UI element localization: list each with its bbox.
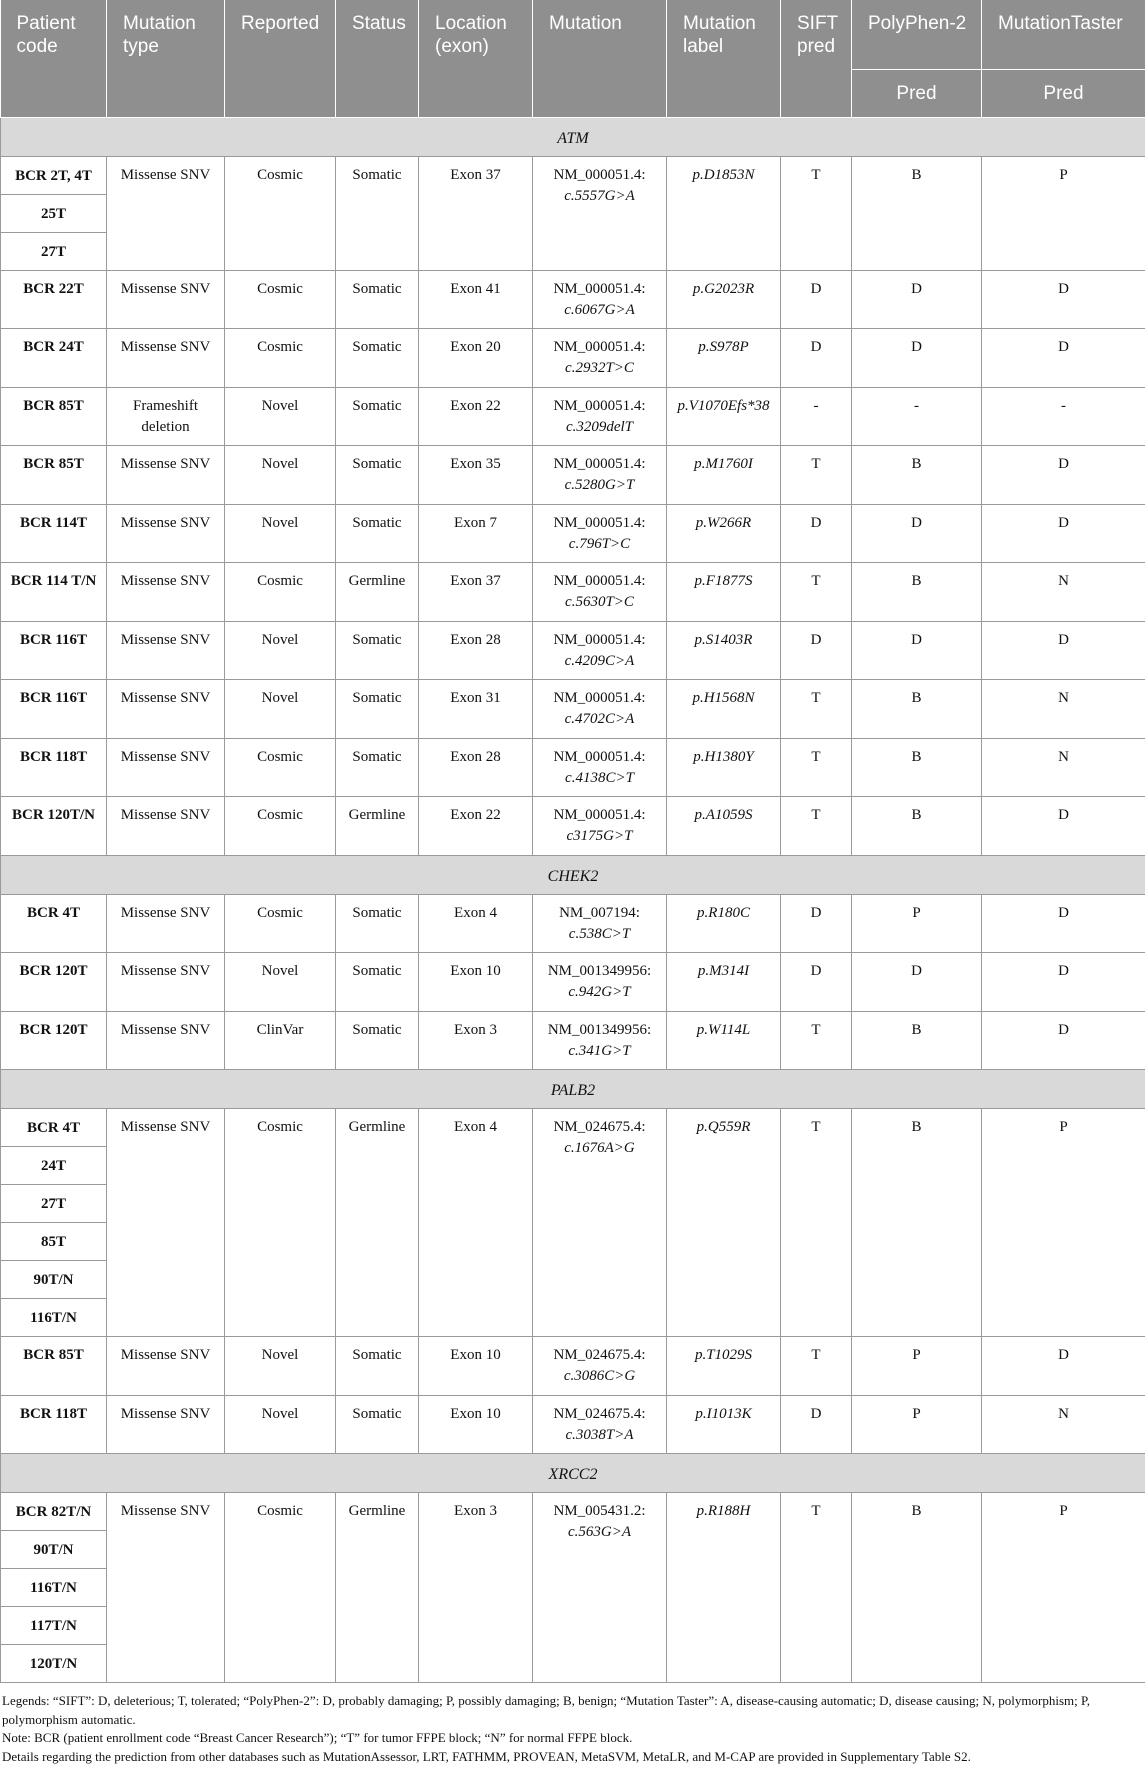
patient-code: BCR 4T xyxy=(1,894,107,953)
polyphen-pred: - xyxy=(852,387,982,446)
mutation xyxy=(533,953,667,1012)
mutationtaster-pred: D xyxy=(982,1337,1145,1396)
cdna-change: c.942G>T xyxy=(568,984,631,1000)
location-exon: Exon 35 xyxy=(419,446,533,505)
cdna-change: c.3086C>G xyxy=(563,1368,636,1384)
transcript-id: NM_000051.4: xyxy=(553,166,646,183)
cdna-change: c.4702C>A xyxy=(564,711,635,727)
cdna-change: c.563G>A xyxy=(567,1524,632,1540)
table-row xyxy=(1,894,1145,953)
transcript-id: NM_000051.4: xyxy=(553,397,646,414)
transcript-id: NM_005431.2: xyxy=(553,1503,646,1519)
transcript-id: NM_000051.4: xyxy=(553,280,646,297)
polyphen-pred: B xyxy=(852,1493,982,1683)
reported: Cosmic xyxy=(225,329,336,388)
sift-pred: T xyxy=(781,738,852,797)
location-exon: Exon 41 xyxy=(419,270,533,329)
mutationtaster-pred: P xyxy=(982,156,1145,270)
mutation xyxy=(533,270,667,329)
transcript-id: NM_001349956: xyxy=(547,963,652,979)
table-row xyxy=(1,797,1145,856)
sift-pred: T xyxy=(781,1337,852,1396)
table-row xyxy=(1,680,1145,739)
table-row xyxy=(1,446,1145,505)
mutationtaster-pred: - xyxy=(982,387,1145,446)
location-exon: Exon 22 xyxy=(419,387,533,446)
status: Somatic xyxy=(336,680,419,739)
table-row xyxy=(1,563,1145,622)
header-location: Location (exon) xyxy=(419,0,533,117)
mutation-type: Missense SNV xyxy=(107,1395,225,1454)
patient-code: BCR 82T/N xyxy=(1,1493,107,1531)
patient-code: BCR 85T xyxy=(1,387,107,446)
mutation-label: p.Q559R xyxy=(667,1109,781,1337)
location-exon: Exon 10 xyxy=(419,1395,533,1454)
mutation-type: Missense SNV xyxy=(107,563,225,622)
reported: Cosmic xyxy=(225,563,336,622)
polyphen-pred: D xyxy=(852,621,982,680)
status: Somatic xyxy=(336,387,419,446)
mutation-label: p.V1070Efs*38 xyxy=(667,387,781,446)
transcript-id: NM_007194: xyxy=(559,904,640,921)
reported: Cosmic xyxy=(225,797,336,856)
mutation xyxy=(533,329,667,388)
table-row xyxy=(1,621,1145,680)
status: Somatic xyxy=(336,953,419,1012)
reported: Novel xyxy=(225,446,336,505)
transcript-id: NM_000051.4: xyxy=(553,748,646,765)
transcript-id: NM_000051.4: xyxy=(553,339,646,355)
patient-code: BCR 22T xyxy=(1,270,107,329)
mutationtaster-pred: D xyxy=(982,270,1145,329)
patient-code: BCR 2T, 4T xyxy=(1,156,107,194)
transcript-id: NM_024675.4: xyxy=(553,1405,646,1422)
mutation xyxy=(533,1011,667,1070)
sift-pred: D xyxy=(781,270,852,329)
sift-pred: T xyxy=(781,156,852,270)
cdna-change: c.3209delT xyxy=(565,418,634,435)
patient-code: 116T/N xyxy=(1,1299,107,1337)
mutation xyxy=(533,680,667,739)
gene-name: ATM xyxy=(1,117,1145,156)
mutation-type: Missense SNV xyxy=(107,894,225,953)
reported: Novel xyxy=(225,680,336,739)
reported: Novel xyxy=(225,387,336,446)
status: Germline xyxy=(336,563,419,622)
mutation xyxy=(533,504,667,563)
mutation-type: Missense SNV xyxy=(107,621,225,680)
patient-code: 90T/N xyxy=(1,1531,107,1569)
mutation-label: p.M1760I xyxy=(667,446,781,505)
mutation-label: p.R188H xyxy=(667,1493,781,1683)
reported: Cosmic xyxy=(225,1109,336,1337)
gene-name: XRCC2 xyxy=(1,1454,1145,1493)
sift-pred: D xyxy=(781,504,852,563)
gene-section-row xyxy=(1,117,1145,156)
sift-pred: T xyxy=(781,446,852,505)
mutation xyxy=(533,156,667,270)
mutationtaster-pred: D xyxy=(982,953,1145,1012)
status: Somatic xyxy=(336,270,419,329)
transcript-id: NM_001349956: xyxy=(547,1021,652,1038)
reported: Cosmic xyxy=(225,270,336,329)
reported: Cosmic xyxy=(225,1493,336,1683)
sift-pred: T xyxy=(781,797,852,856)
patient-code: BCR 118T xyxy=(1,738,107,797)
mutationtaster-pred: N xyxy=(982,680,1145,739)
table-row xyxy=(1,1109,1145,1147)
patient-code: BCR 118T xyxy=(1,1395,107,1454)
gene-section-row xyxy=(1,1454,1145,1493)
polyphen-pred: B xyxy=(852,797,982,856)
header-mutation-type: Mutation type xyxy=(107,0,225,117)
location-exon: Exon 10 xyxy=(419,1337,533,1396)
mutation-label: p.G2023R xyxy=(667,270,781,329)
header-reported: Reported xyxy=(225,0,336,117)
status: Germline xyxy=(336,1109,419,1337)
sift-pred: D xyxy=(781,894,852,953)
mutationtaster-pred: D xyxy=(982,504,1145,563)
table-row xyxy=(1,329,1145,388)
polyphen-pred: B xyxy=(852,446,982,505)
legend-note: Legends: “SIFT”: D, deleterious; T, tolerated; “PolyPhen-2”: D, probably damaging; P, possibly damaging; B, benign; “Mutation Taster”: A, disease-causing automatic; D, disease causing; N, polymorphism; P, polymorphism automatic. xyxy=(2,1693,1091,1727)
cdna-change: c.796T>C xyxy=(568,535,631,552)
table-row xyxy=(1,953,1145,1012)
patient-code: 116T/N xyxy=(1,1569,107,1607)
gene-section-row xyxy=(1,855,1145,894)
polyphen-pred: D xyxy=(852,504,982,563)
transcript-id: NM_000051.4: xyxy=(553,573,646,589)
patient-code: BCR 120T xyxy=(1,953,107,1012)
patient-code: BCR 85T xyxy=(1,446,107,505)
sift-pred: D xyxy=(781,953,852,1012)
header-mutation: Mutation xyxy=(533,0,667,117)
table-row xyxy=(1,1011,1145,1070)
mutation-type: Missense SNV xyxy=(107,680,225,739)
location-exon: Exon 4 xyxy=(419,894,533,953)
location-exon: Exon 22 xyxy=(419,797,533,856)
header-mutation-label: Mutation label xyxy=(667,0,781,117)
mutation-type: Missense SNV xyxy=(107,738,225,797)
sift-pred: D xyxy=(781,1395,852,1454)
mutation xyxy=(533,387,667,446)
table-row xyxy=(1,1493,1145,1531)
mutation-label: p.I1013K xyxy=(667,1395,781,1454)
mutationtaster-pred: N xyxy=(982,563,1145,622)
polyphen-pred: P xyxy=(852,1395,982,1454)
patient-code: 24T xyxy=(1,1147,107,1185)
patient-code: 27T xyxy=(1,232,107,270)
patient-code: BCR 116T xyxy=(1,621,107,680)
status: Somatic xyxy=(336,446,419,505)
table-row xyxy=(1,504,1145,563)
transcript-id: NM_024675.4: xyxy=(553,1119,646,1135)
table-row xyxy=(1,387,1145,446)
mutation-type: Frameshift deletion xyxy=(107,387,225,446)
reported: Novel xyxy=(225,953,336,1012)
polyphen-pred: B xyxy=(852,1109,982,1337)
polyphen-pred: D xyxy=(852,270,982,329)
location-exon: Exon 28 xyxy=(419,621,533,680)
polyphen-pred: B xyxy=(852,563,982,622)
mutation-type: Missense SNV xyxy=(107,156,225,270)
mutation-label: p.W114L xyxy=(667,1011,781,1070)
polyphen-pred: D xyxy=(852,953,982,1012)
location-exon: Exon 10 xyxy=(419,953,533,1012)
gene-name: PALB2 xyxy=(1,1070,1145,1109)
mutationtaster-pred: D xyxy=(982,1011,1145,1070)
patient-code: BCR 114T xyxy=(1,504,107,563)
reported: Novel xyxy=(225,1337,336,1396)
patient-code: 25T xyxy=(1,194,107,232)
sift-pred: - xyxy=(781,387,852,446)
supplementary-note: Details regarding the prediction from other databases such as MutationAssessor, LRT, FATHMM, PROVEAN, MetaSVM, MetaLR, and M-CAP are provided in Supplementary Table S2. xyxy=(2,1748,971,1764)
mutation xyxy=(533,894,667,953)
mutationtaster-pred: D xyxy=(982,621,1145,680)
sift-pred: T xyxy=(781,563,852,622)
cdna-change: c.3038T>A xyxy=(565,1426,634,1443)
mutation-label: p.A1059S xyxy=(667,797,781,856)
mutation xyxy=(533,446,667,505)
cdna-change: c.5557G>A xyxy=(564,187,635,204)
status: Somatic xyxy=(336,156,419,270)
transcript-id: NM_000051.4: xyxy=(553,514,646,531)
patient-code: BCR 120T xyxy=(1,1011,107,1070)
cdna-change: c.5630T>C xyxy=(565,594,634,610)
header-polyphen-pred: Pred xyxy=(852,69,982,117)
status: Somatic xyxy=(336,1337,419,1396)
mutation-label: p.M314I xyxy=(667,953,781,1012)
status: Somatic xyxy=(336,894,419,953)
location-exon: Exon 37 xyxy=(419,156,533,270)
cdna-change: c.341G>T xyxy=(568,1042,631,1059)
status: Somatic xyxy=(336,1011,419,1070)
cdna-change: c.4138C>T xyxy=(565,769,634,786)
mutation-type: Missense SNV xyxy=(107,797,225,856)
transcript-id: NM_000051.4: xyxy=(553,807,646,823)
sift-pred: D xyxy=(781,621,852,680)
cdna-change: c3175G>T xyxy=(566,828,633,844)
reported: Novel xyxy=(225,621,336,680)
cdna-change: c.1676A>G xyxy=(564,1140,635,1156)
mutation xyxy=(533,738,667,797)
status: Germline xyxy=(336,797,419,856)
transcript-id: NM_024675.4: xyxy=(553,1347,646,1363)
patient-code: BCR 116T xyxy=(1,680,107,739)
header-patient-code: Patient code xyxy=(1,0,107,117)
mutation-label: p.F1877S xyxy=(667,563,781,622)
cdna-change: c.6067G>A xyxy=(564,301,635,318)
patient-code: 117T/N xyxy=(1,1607,107,1645)
mutation-label: p.S978P xyxy=(667,329,781,388)
mutation xyxy=(533,621,667,680)
header-status: Status xyxy=(336,0,419,117)
mutation xyxy=(533,1493,667,1683)
status: Somatic xyxy=(336,621,419,680)
bcr-note: Note: BCR (patient enrollment code “Breast Cancer Research”); “T” for tumor FFPE block; “N” for normal FFPE block. xyxy=(2,1730,633,1745)
table-notes xyxy=(0,1683,1145,1766)
mutation-type: Missense SNV xyxy=(107,270,225,329)
mutation-type: Missense SNV xyxy=(107,446,225,505)
location-exon: Exon 3 xyxy=(419,1493,533,1683)
patient-code: 85T xyxy=(1,1223,107,1261)
mutationtaster-pred: D xyxy=(982,894,1145,953)
mutationtaster-pred: N xyxy=(982,1395,1145,1454)
polyphen-pred: P xyxy=(852,1337,982,1396)
mutation xyxy=(533,1337,667,1396)
mutationtaster-pred: N xyxy=(982,738,1145,797)
location-exon: Exon 3 xyxy=(419,1011,533,1070)
sift-pred: T xyxy=(781,1493,852,1683)
reported: Cosmic xyxy=(225,156,336,270)
polyphen-pred: B xyxy=(852,738,982,797)
header-polyphen: PolyPhen-2 xyxy=(852,0,982,69)
mutation-label: p.H1380Y xyxy=(667,738,781,797)
status: Somatic xyxy=(336,504,419,563)
transcript-id: NM_000051.4: xyxy=(553,690,646,706)
cdna-change: c.5280G>T xyxy=(564,477,635,493)
sift-pred: D xyxy=(781,329,852,388)
header-mutationtaster-pred: Pred xyxy=(982,69,1145,117)
cdna-change: c.2932T>C xyxy=(565,360,634,376)
location-exon: Exon 31 xyxy=(419,680,533,739)
table-body xyxy=(1,117,1145,1683)
transcript-id: NM_000051.4: xyxy=(553,631,646,648)
table-row xyxy=(1,738,1145,797)
status: Somatic xyxy=(336,1395,419,1454)
patient-code: BCR 120T/N xyxy=(1,797,107,856)
location-exon: Exon 20 xyxy=(419,329,533,388)
mutation-type: Missense SNV xyxy=(107,329,225,388)
table-row xyxy=(1,156,1145,194)
patient-code: BCR 85T xyxy=(1,1337,107,1396)
table-row xyxy=(1,1395,1145,1454)
mutation-label: p.W266R xyxy=(667,504,781,563)
location-exon: Exon 4 xyxy=(419,1109,533,1337)
mutation-label: p.D1853N xyxy=(667,156,781,270)
mutation xyxy=(533,1109,667,1337)
polyphen-pred: B xyxy=(852,156,982,270)
table-row xyxy=(1,270,1145,329)
status: Somatic xyxy=(336,738,419,797)
patient-code: 90T/N xyxy=(1,1261,107,1299)
location-exon: Exon 7 xyxy=(419,504,533,563)
patient-code: BCR 24T xyxy=(1,329,107,388)
status: Somatic xyxy=(336,329,419,388)
patient-code: 27T xyxy=(1,1185,107,1223)
mutationtaster-pred: D xyxy=(982,329,1145,388)
mutation-type: Missense SNV xyxy=(107,1493,225,1683)
reported: ClinVar xyxy=(225,1011,336,1070)
mutation-label: p.H1568N xyxy=(667,680,781,739)
mutation-label: p.S1403R xyxy=(667,621,781,680)
reported: Novel xyxy=(225,504,336,563)
mutationtaster-pred: D xyxy=(982,797,1145,856)
status: Germline xyxy=(336,1493,419,1683)
patient-code: BCR 4T xyxy=(1,1109,107,1147)
sift-pred: T xyxy=(781,1109,852,1337)
location-exon: Exon 28 xyxy=(419,738,533,797)
sift-pred: T xyxy=(781,1011,852,1070)
patient-code: BCR 114 T/N xyxy=(1,563,107,622)
mutation-type: Missense SNV xyxy=(107,953,225,1012)
table-row xyxy=(1,1337,1145,1396)
mutationtaster-pred: P xyxy=(982,1493,1145,1683)
patient-code: 120T/N xyxy=(1,1645,107,1683)
reported: Cosmic xyxy=(225,738,336,797)
reported: Novel xyxy=(225,1395,336,1454)
header-mutationtaster: MutationTaster xyxy=(982,0,1145,69)
mutation-type: Missense SNV xyxy=(107,504,225,563)
polyphen-pred: P xyxy=(852,894,982,953)
mutation-type: Missense SNV xyxy=(107,1337,225,1396)
polyphen-pred: B xyxy=(852,680,982,739)
location-exon: Exon 37 xyxy=(419,563,533,622)
mutation xyxy=(533,563,667,622)
table-header xyxy=(1,0,1145,117)
mutation xyxy=(533,1395,667,1454)
polyphen-pred: B xyxy=(852,1011,982,1070)
mutation-type: Missense SNV xyxy=(107,1109,225,1337)
gene-section-row xyxy=(1,1070,1145,1109)
mutation-label: p.R180C xyxy=(667,894,781,953)
cdna-change: c.4209C>A xyxy=(564,652,635,669)
transcript-id: NM_000051.4: xyxy=(553,456,646,472)
mutation-label: p.T1029S xyxy=(667,1337,781,1396)
header-sift: SIFT pred xyxy=(781,0,852,117)
mutation-type: Missense SNV xyxy=(107,1011,225,1070)
reported: Cosmic xyxy=(225,894,336,953)
mutation xyxy=(533,797,667,856)
cdna-change: c.538C>T xyxy=(568,925,631,942)
gene-name: CHEK2 xyxy=(1,855,1145,894)
mutationtaster-pred: P xyxy=(982,1109,1145,1337)
polyphen-pred: D xyxy=(852,329,982,388)
sift-pred: T xyxy=(781,680,852,739)
mutationtaster-pred: D xyxy=(982,446,1145,505)
